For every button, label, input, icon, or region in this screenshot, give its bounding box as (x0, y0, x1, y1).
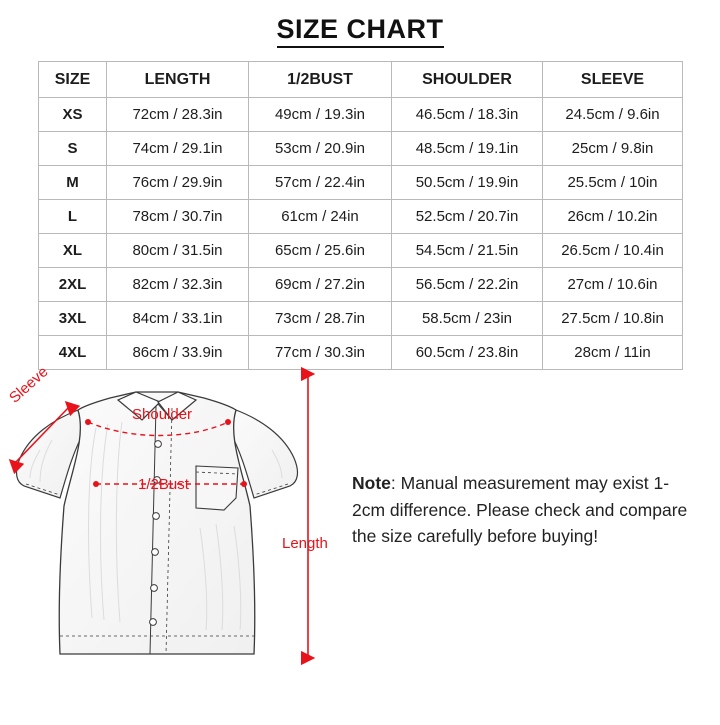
cell-shoulder: 60.5cm / 23.8in (392, 336, 543, 370)
cell-size: S (39, 132, 107, 166)
annotation-half-bust: 1/2Bust (138, 476, 189, 493)
column-header-sleeve: SLEEVE (543, 62, 683, 98)
cell-size: M (39, 166, 107, 200)
cell-sleeve: 27cm / 10.6in (543, 268, 683, 302)
cell-half-bust: 53cm / 20.9in (249, 132, 392, 166)
table-header-row (39, 62, 683, 98)
cell-sleeve: 24.5cm / 9.6in (543, 98, 683, 132)
note-text: : Manual measurement may exist 1-2cm difference. Please check and compare the size carefully before buying! (352, 473, 688, 547)
table-row (39, 200, 683, 234)
button (152, 549, 159, 556)
cell-length: 78cm / 30.7in (107, 200, 249, 234)
cell-shoulder: 58.5cm / 23in (392, 302, 543, 336)
cell-length: 76cm / 29.9in (107, 166, 249, 200)
cell-half-bust: 61cm / 24in (249, 200, 392, 234)
cell-shoulder: 52.5cm / 20.7in (392, 200, 543, 234)
table-row (39, 132, 683, 166)
button (151, 585, 158, 592)
annotation-length: Length (282, 535, 328, 552)
table-row (39, 234, 683, 268)
cell-half-bust: 77cm / 30.3in (249, 336, 392, 370)
shirt-diagram (0, 358, 340, 720)
cell-shoulder: 46.5cm / 18.3in (392, 98, 543, 132)
cell-size: XS (39, 98, 107, 132)
cell-sleeve: 26.5cm / 10.4in (543, 234, 683, 268)
cell-shoulder: 50.5cm / 19.9in (392, 166, 543, 200)
cell-length: 82cm / 32.3in (107, 268, 249, 302)
note-label: Note (352, 473, 391, 493)
annotation-shoulder: Shoulder (132, 406, 193, 423)
cell-half-bust: 65cm / 25.6in (249, 234, 392, 268)
size-table-container (38, 61, 682, 370)
button (150, 619, 157, 626)
cell-sleeve: 28cm / 11in (543, 336, 683, 370)
table-row (39, 98, 683, 132)
cell-length: 86cm / 33.9in (107, 336, 249, 370)
cell-shoulder: 56.5cm / 22.2in (392, 268, 543, 302)
size-table (38, 61, 683, 370)
cell-half-bust: 49cm / 19.3in (249, 98, 392, 132)
cell-size: XL (39, 234, 107, 268)
table-row (39, 166, 683, 200)
cell-size: L (39, 200, 107, 234)
cell-length: 84cm / 33.1in (107, 302, 249, 336)
cell-size: 4XL (39, 336, 107, 370)
page-title (0, 0, 720, 45)
cell-sleeve: 26cm / 10.2in (543, 200, 683, 234)
cell-length: 74cm / 29.1in (107, 132, 249, 166)
note-block (352, 470, 692, 550)
cell-sleeve: 27.5cm / 10.8in (543, 302, 683, 336)
cell-shoulder: 54.5cm / 21.5in (392, 234, 543, 268)
cell-sleeve: 25cm / 9.8in (543, 132, 683, 166)
column-header-length: LENGTH (107, 62, 249, 98)
cell-half-bust: 57cm / 22.4in (249, 166, 392, 200)
table-row (39, 302, 683, 336)
column-header-half-bust: 1/2BUST (249, 62, 392, 98)
column-header-size: SIZE (39, 62, 107, 98)
button (155, 441, 162, 448)
cell-length: 80cm / 31.5in (107, 234, 249, 268)
page-title-text: SIZE CHART (277, 14, 444, 48)
cell-shoulder: 48.5cm / 19.1in (392, 132, 543, 166)
cell-size: 2XL (39, 268, 107, 302)
cell-length: 72cm / 28.3in (107, 98, 249, 132)
column-header-shoulder: SHOULDER (392, 62, 543, 98)
cell-sleeve: 25.5cm / 10in (543, 166, 683, 200)
cell-half-bust: 69cm / 27.2in (249, 268, 392, 302)
cell-half-bust: 73cm / 28.7in (249, 302, 392, 336)
annotation-sleeve: Sleeve (6, 363, 52, 407)
cell-size: 3XL (39, 302, 107, 336)
diagram-and-note (0, 358, 720, 720)
table-row (39, 268, 683, 302)
button (153, 513, 160, 520)
